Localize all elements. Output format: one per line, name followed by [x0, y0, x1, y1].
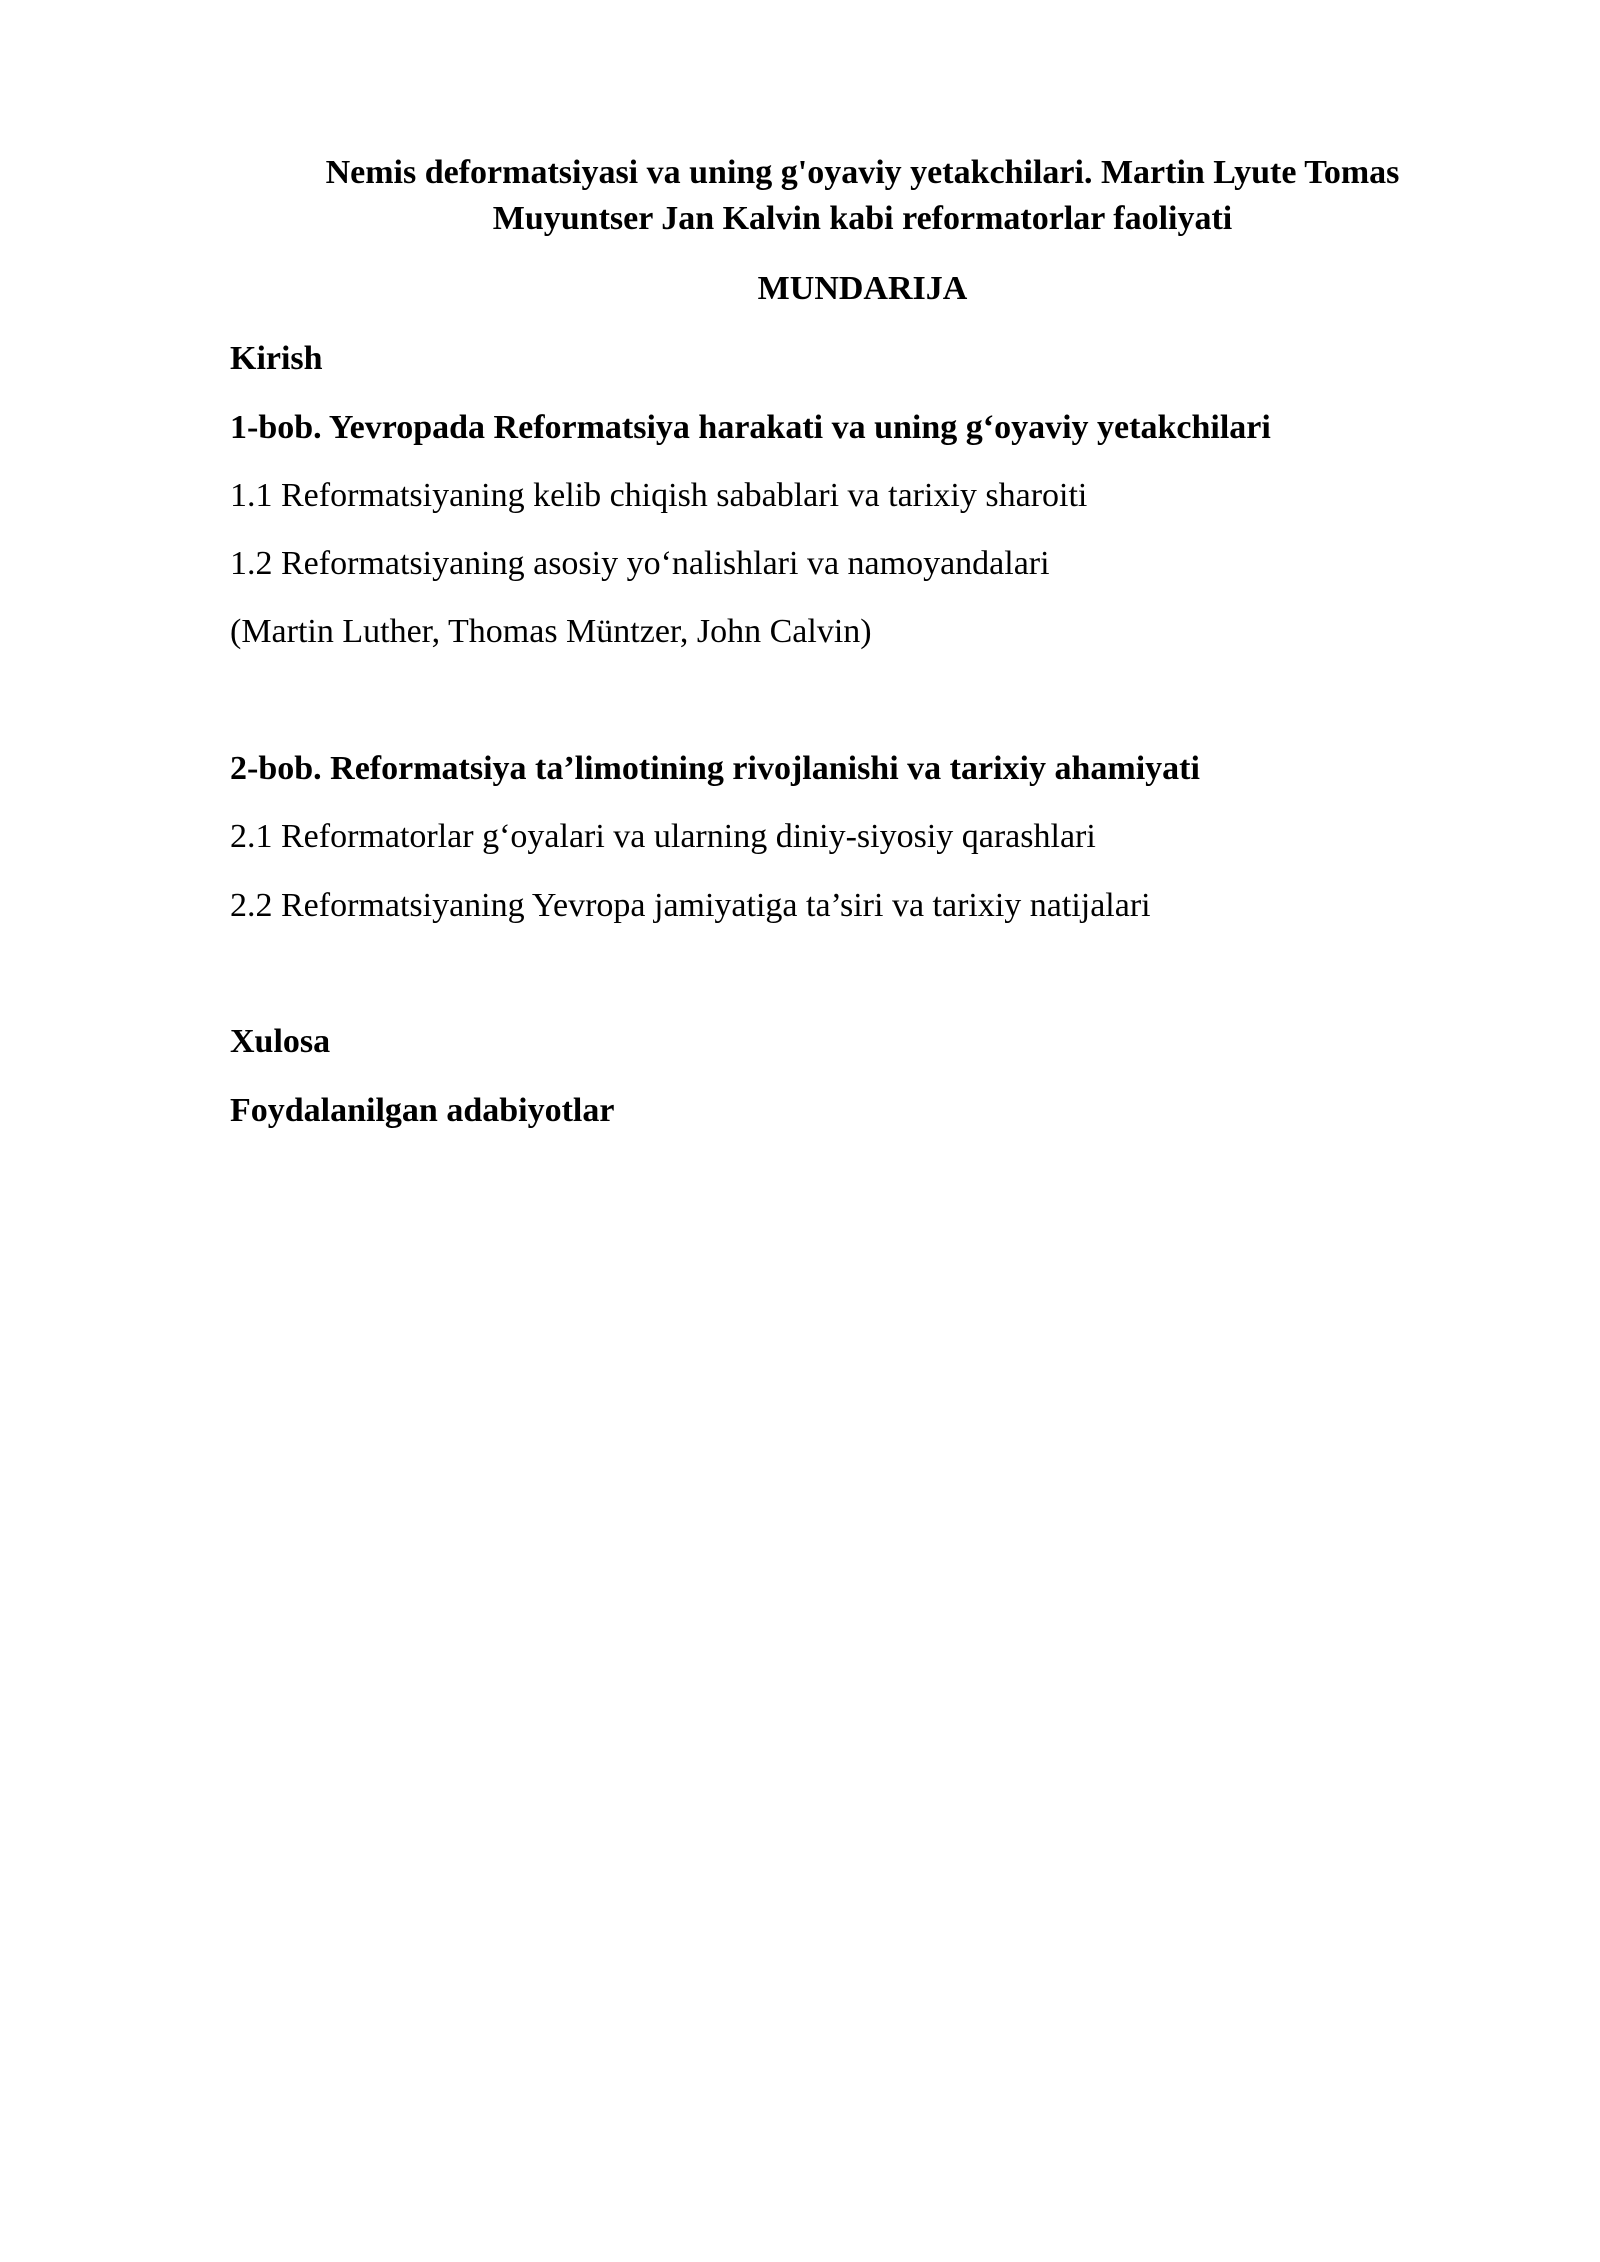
title-line-1: Nemis deformatsiyasi va uning g'oyaviy yetakchilari. Martin Lyute Tomas: [325, 154, 1400, 191]
toc-entry-chapter-1: 1-bob. Yevropada Reformatsiya harakati va uning g‘oyaviy yetakchilari: [230, 409, 1271, 446]
toc-heading: MUNDARIJA: [757, 270, 968, 307]
toc-entry-introduction: Kirish: [230, 340, 323, 377]
toc-entry-section-1-2-continuation: (Martin Luther, Thomas Müntzer, John Calvin): [230, 613, 872, 650]
toc-entry-chapter-2: 2-bob. Reformatsiya ta’limotining rivojlanishi va tarixiy ahamiyati: [230, 750, 1200, 787]
toc-entry-section-2-1: 2.1 Reformatorlar g‘oyalari va ularning diniy-siyosiy qarashlari: [230, 818, 1096, 855]
toc-entry-references: Foydalanilgan adabiyotlar: [230, 1092, 615, 1129]
title-line-2: Muyuntser Jan Kalvin kabi reformatorlar faoliyati: [492, 200, 1233, 237]
toc-entry-section-2-2: 2.2 Reformatsiyaning Yevropa jamiyatiga ta’siri va tarixiy natijalari: [230, 887, 1151, 924]
document-title: [230, 150, 1495, 242]
toc-entry-section-1-2: 1.2 Reformatsiyaning asosiy yo‘nalishlari va namoyandalari: [230, 545, 1050, 582]
toc-entry-section-1-1: 1.1 Reformatsiyaning kelib chiqish sabablari va tarixiy sharoiti: [230, 477, 1088, 514]
toc-entry-conclusion: Xulosa: [230, 1023, 331, 1060]
